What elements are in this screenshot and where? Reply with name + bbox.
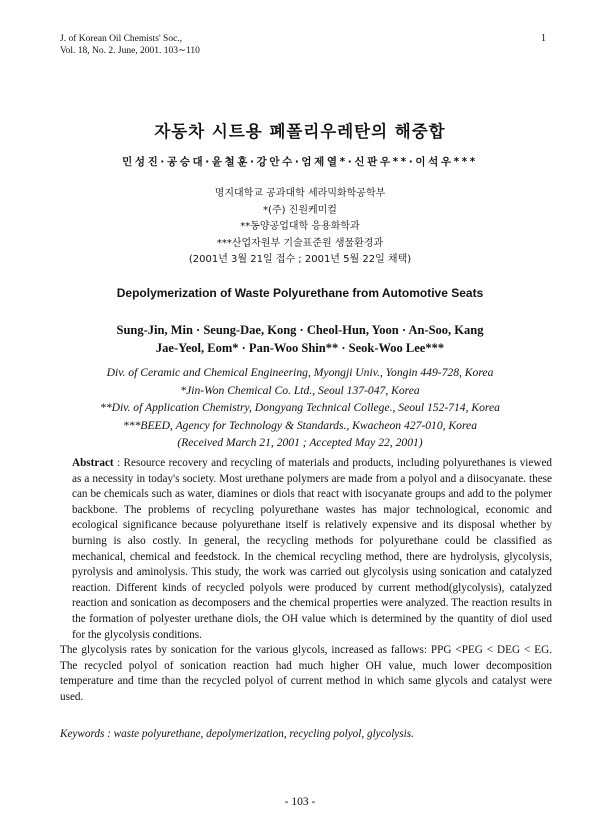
english-affiliation: ***BEED, Agency for Technology & Standards., Kwacheon 427-010, Korea [122, 418, 477, 432]
english-authors-line: Jae-Yeol, Eom* · Pan-Woo Shin** · Seok-Woo Lee*** [155, 341, 445, 355]
keywords-label: Keywords : [60, 728, 111, 740]
korean-authors: 민성진·공승대·윤철훈·강안수·엄제열*·신판우**·이석우*** [122, 156, 478, 168]
english-title: Depolymerization of Waste Polyurethane from Automotive Seats [116, 286, 484, 300]
english-affiliation: **Div. of Application Chemistry, Dongyang Technical College., Seoul 152-714, Korea [100, 401, 500, 414]
korean-affiliations [0, 186, 600, 269]
korean-affiliation: *(주) 진원케미컬 [263, 204, 337, 216]
journal-citation [60, 33, 200, 57]
english-authors-line: Sung-Jin, Min · Seung-Dae, Kong · Cheol-Hun, Yoon · An-Soo, Kang [116, 323, 484, 337]
english-authors [0, 321, 600, 357]
abstract-text: : Resource recovery and recycling of materials and products, including polyurethanes is viewed as a necessity in today's society. Most urethane polymers are made from a polyol and a diisocyanate. these can be chemicals such as water, diamines or diols that react with isocyanate groups and add to the polymer backbone. The problems of recycling polyurethane wastes has major technological, economic and ecological significance because polyurethane itself is relatively expensive and its disposal whether by burning is also costly. In general, the recycling methods for polyurethane could be classified as mechanical, chemical and feedstock. In the chemical recycling method, there are hydrolysis, glycolysis, pyrolysis and aminolysis. This study, the work was carried out glycolysis using sonication and catalyzed reaction. Different kinds of recycled polyols were produced by current method(glycolysis), catalyzed reaction and sonication as decomposers and the chemical properties were analyzed. The reaction results in the formation of polyester urethane diols, the OH value which is determined by the quantity of diol used for the glycolysis conditions. [72, 457, 553, 641]
english-received-date: (Received March 21, 2001 ; Accepted May 22, 2001) [177, 436, 423, 449]
abstract [60, 456, 552, 706]
footer-page-number: - 103 - [284, 796, 316, 808]
abstract-paragraph [60, 456, 552, 643]
korean-affiliation: 명지대학교 공과대학 세라믹화학공학부 [214, 188, 386, 199]
abstract-paragraph: The glycolysis rates by sonication for the various glycols, increased as fallows: PPG <PEG < DEG < EG. The recycled polyol of sonication reaction had much higher OH value, much lower decomposition temperature and time than the recycled polyol of current method in which same glycols and catalyst were used. [60, 644, 552, 703]
korean-affiliation: **동양공업대학 응용화학과 [240, 221, 360, 233]
english-affiliations [0, 364, 600, 452]
keywords [60, 728, 552, 740]
keywords-text: waste polyurethane, depolymerization, recycling polyol, glycolysis. [113, 728, 414, 740]
abstract-label: Abstract [72, 457, 114, 469]
korean-received-date: (2001년 3월 21일 접수 ; 2001년 5월 22일 채택) [188, 254, 412, 266]
english-affiliation: *Jin-Won Chemical Co. Ltd., Seoul 137-047, Korea [180, 383, 420, 397]
journal-name: J. of Korean Oil Chemists' Soc., [60, 34, 183, 44]
korean-title: 자동차 시트용 폐폴리우레탄의 해중합 [154, 122, 446, 141]
english-affiliation: Div. of Ceramic and Chemical Engineering, Myongji Univ., Yongin 449-728, Korea [106, 366, 494, 379]
korean-affiliation: ***산업자원부 기술표준원 생물환경과 [216, 237, 384, 249]
page-number: 1 [541, 33, 546, 44]
journal-volume: Vol. 18, No. 2. June, 2001. 103∼110 [60, 46, 200, 56]
